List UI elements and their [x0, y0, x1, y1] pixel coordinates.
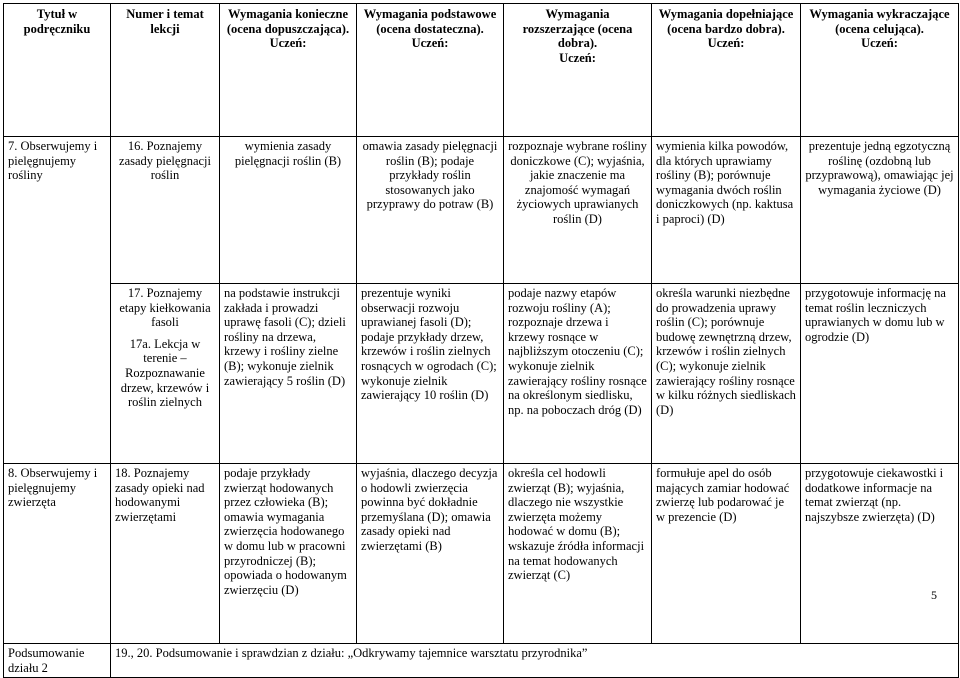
summary-text: 19., 20. Podsumowanie i sprawdzian z działu: „Odkrywamy tajemnice warsztatu przyrodnika”: [111, 644, 959, 678]
lesson-17a-label: 17a. Lekcja w terenie – Rozpoznawanie drzew, krzewów i roślin zielnych: [120, 336, 210, 410]
lesson-17: [111, 284, 220, 464]
cell-complementary: wymienia kilka powodów, dla których uprawiamy rośliny (B); porównuje wymagania dwóch roślin doniczkowych (np. kaktusa i paproci) (D): [652, 137, 801, 284]
page-number: 5: [931, 588, 937, 602]
cell-essential: wymienia zasady pielęgnacji roślin (B): [220, 137, 357, 284]
cell-extended: rozpoznaje wybrane rośliny doniczkowe (C); wyjaśnia, jakie znaczenie ma znajomość wymagań życiowych uprawianych roślin (D): [504, 137, 652, 284]
cell-basic: wyjaśnia, dlaczego decyzja o hodowli zwierzęcia powinna być dokładnie przemyślana (D); omawia zasady opieki nad zwierzętami (B): [357, 464, 504, 644]
summary-title: Podsumowanie działu 2: [4, 644, 111, 678]
cell-extended: podaje nazwy etapów rozwoju rośliny (A); rozpoznaje drzewa i krzewy rosnące w najbliższym otoczeniu (C); wykonuje zielnik zawierający rośliny rosnące na określonym siedlisku, np. na poboczach dróg (D): [504, 284, 652, 464]
header-title-column: Tytuł w podręczniku: [4, 4, 111, 137]
cell-basic: prezentuje wyniki obserwacji rozwoju uprawianej fasoli (D); podaje przykłady drzew, krzewów i roślin zielnych rosnących w ogrodach (C); wykonuje zielnik zawierający 10 roślin (D): [357, 284, 504, 464]
header-requirements-basic: [357, 4, 504, 137]
table-row: [4, 464, 959, 644]
header-requirements-beyond: [801, 4, 959, 137]
header-student-label: Uczeń:: [707, 36, 745, 51]
cell-essential: na podstawie instrukcji zakłada i prowadzi uprawę fasoli (C); dzieli rośliny na drzewa, krzewy i rośliny zielne (B); wykonuje zielnik zawierający 5 roślin (D): [220, 284, 357, 464]
cell-beyond: przygotowuje ciekawostki i dodatkowe informacje na temat zwierząt (np. najszybsze zwierzęta) (D): [801, 464, 959, 644]
cell-beyond: prezentuje jedną egzotyczną roślinę (ozdobną lub przyprawową), omawiając jej wymagania życiowe (D): [801, 137, 959, 284]
table-row: [4, 137, 959, 284]
lesson-18: 18. Poznajemy zasady opieki nad hodowanymi zwierzętami: [111, 464, 220, 644]
header-student-label: Uczeń:: [411, 36, 449, 51]
cell-essential: podaje przykłady zwierząt hodowanych przez człowieka (B); omawia wymagania zwierzęcia hodowanego w domu lub w pracowni przyrodniczej (B); opowiada o hodowanym zwierzęciu (D): [220, 464, 357, 644]
header-requirements-complementary: [652, 4, 801, 137]
summary-row: [4, 644, 959, 678]
cell-complementary: określa warunki niezbędne do prowadzenia uprawy roślin (C); porównuje budowę zewnętrzną drzew, krzewów i roślin zielnych (C); wykonuje zielnik zawierający rośliny rosnące w kilku różnych siedliskach (D): [652, 284, 801, 464]
header-student-label: Uczeń:: [861, 36, 898, 51]
cell-basic: omawia zasady pielęgnacji roślin (B); podaje przykłady roślin stosowanych jako przyprawy do potraw (B): [357, 137, 504, 284]
cell-beyond: przygotowuje informację na temat roślin leczniczych uprawianych w domu lub w ogrodzie (D): [801, 284, 959, 464]
table-row: [4, 284, 959, 464]
header-requirements-basic-label: Wymagania podstawowe (ocena dostateczna).: [363, 7, 497, 36]
header-requirements-extended-label: Wymagania rozszerzające (ocena dobra).: [522, 7, 633, 51]
lesson-17-label: 17. Poznajemy etapy kiełkowania fasoli: [119, 286, 211, 330]
cell-extended: określa cel hodowli zwierząt (B); wyjaśnia, dlaczego nie wszystkie zwierzęta możemy hodować w domu (B); wskazuje źródła informacji na temat hodowanych zwierząt (C): [504, 464, 652, 644]
header-requirements-complementary-label: Wymagania dopełniające (ocena bardzo dobra).: [658, 7, 794, 36]
section-title-animals: 8. Obserwujemy i pielęgnujemy zwierzęta: [4, 464, 111, 644]
header-requirements-extended: [504, 4, 652, 137]
header-requirements-beyond-label: Wymagania wykraczające (ocena celująca).: [809, 7, 950, 36]
header-lesson-column: Numer i temat lekcji: [111, 4, 220, 137]
header-student-label: Uczeń:: [269, 36, 307, 51]
header-row: [4, 4, 959, 137]
header-student-label: Uczeń:: [559, 50, 596, 65]
cell-complementary: formułuje apel do osób mających zamiar hodować zwierzę lub podarować je w prezencie (D): [652, 464, 801, 644]
header-requirements-essential-label: Wymagania konieczne (ocena dopuszczająca).: [226, 7, 350, 36]
section-title-plants: 7. Obserwujemy i pielęgnujemy rośliny: [4, 137, 111, 464]
requirements-table: [3, 3, 959, 678]
lesson-16: 16. Poznajemy zasady pielęgnacji roślin: [111, 137, 220, 284]
header-requirements-essential: [220, 4, 357, 137]
